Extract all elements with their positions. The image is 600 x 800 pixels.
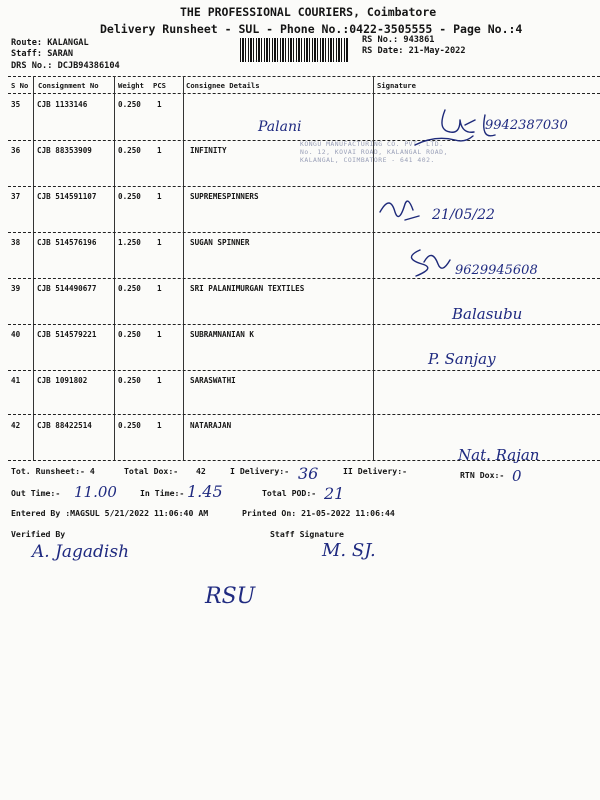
cell-consignment: CJB 1091802 — [37, 376, 88, 385]
total-dox-value: 42 — [196, 466, 206, 476]
drs-value: DCJB94386104 — [57, 61, 120, 71]
rs-no-value: 943861 — [403, 35, 435, 45]
cell-consignee: SARASWATHI — [190, 376, 236, 385]
cell-sno: 37 — [11, 192, 21, 201]
verified-by-label: Verified By — [11, 529, 66, 539]
cell-sno: 39 — [11, 284, 21, 293]
row-divider — [8, 324, 600, 325]
cell-consignment: CJB 514591107 — [37, 192, 97, 201]
cell-weight: 0.250 — [118, 146, 141, 155]
signature-row35 — [425, 105, 595, 185]
cell-consignee: NATARAJAN — [190, 421, 232, 430]
table-top-border — [8, 76, 600, 77]
cell-sno: 38 — [11, 238, 21, 247]
col-header-consignee: Consignee Details — [186, 81, 260, 90]
col-header-consignment: Consignment No — [38, 81, 99, 90]
rtn-dox-label: RTN Dox:- — [460, 470, 505, 480]
row-divider — [8, 370, 600, 371]
cell-sno: 36 — [11, 146, 21, 155]
signature-row42: Nat. Rajan — [458, 446, 540, 464]
col-divider — [33, 76, 34, 460]
cell-consignment: CJB 88422514 — [37, 421, 92, 430]
cell-consignment: CJB 514579221 — [37, 330, 97, 339]
signature-row40: P. Sanjay — [428, 350, 496, 368]
handwritten-date-row37: 21/05/22 — [432, 207, 495, 223]
cell-weight: 0.250 — [118, 376, 141, 385]
header-divider — [8, 93, 600, 94]
cell-pcs: 1 — [157, 100, 162, 109]
barcode — [240, 38, 348, 62]
route-value: KALANGAL — [47, 38, 89, 48]
rtn-dox-value: 0 — [512, 467, 522, 485]
cell-consignment: CJB 1133146 — [37, 100, 88, 109]
staff-label: Staff: — [11, 49, 43, 59]
printed-on: Printed On: 21-05-2022 11:06:44 — [242, 508, 395, 518]
cell-weight: 0.250 — [118, 192, 141, 201]
stamp-line: No. 12, KOVAI ROAD, KALANGAL ROAD, — [300, 148, 448, 156]
rs-no-label: RS No.: — [362, 35, 399, 45]
col-header-pcs: PCS — [153, 81, 166, 90]
i-delivery-label: I Delivery:- — [230, 466, 290, 476]
bottom-signature: RSU — [205, 584, 256, 609]
i-delivery-value: 36 — [298, 464, 319, 483]
cell-consignment: CJB 514490677 — [37, 284, 97, 293]
signature-row39: Balasubu — [452, 305, 523, 323]
staff-signature-label: Staff Signature — [270, 529, 344, 539]
staff-signature: M. SJ. — [322, 540, 376, 561]
cell-consignment: CJB 88353909 — [37, 146, 92, 155]
cell-pcs: 1 — [157, 330, 162, 339]
cell-weight: 0.250 — [118, 100, 141, 109]
col-header-weight: Weight — [118, 81, 144, 90]
verified-by-signature: A. Jagadish — [32, 542, 130, 562]
row-divider — [8, 414, 600, 415]
cell-consignee: SUPREMESPINNERS — [190, 192, 259, 201]
cell-pcs: 1 — [157, 421, 162, 430]
rs-no-row — [362, 35, 434, 45]
cell-weight: 0.250 — [118, 284, 141, 293]
stamp-line: KALANGAL, COIMBATORE - 641 402. — [300, 156, 435, 164]
cell-consignee: SRI PALANIMURGAN TEXTILES — [190, 284, 305, 293]
staff-row — [11, 49, 73, 59]
cell-pcs: 1 — [157, 238, 162, 247]
cell-weight: 1.250 — [118, 238, 141, 247]
cell-consignee: SUBRAMNANIAN K — [190, 330, 255, 339]
rs-date-label: RS Date: — [362, 46, 404, 56]
cell-consignee: INFINITY — [190, 146, 227, 155]
signature-row38 — [402, 244, 462, 280]
drs-row — [11, 61, 120, 71]
cell-sno: 42 — [11, 421, 21, 430]
entered-by: Entered By :MAGSUL 5/21/2022 11:06:40 AM — [11, 508, 209, 518]
handwritten-phone-row35: 9942387030 — [485, 118, 568, 133]
handwritten-phone-row38: 9629945608 — [455, 263, 538, 278]
cell-sno: 41 — [11, 376, 21, 385]
company-title: THE PROFESSIONAL COURIERS, Coimbatore — [180, 5, 437, 19]
total-pod-label: Total POD:- — [262, 488, 317, 498]
cell-consignment: CJB 514576196 — [37, 238, 97, 247]
rs-date-row — [362, 46, 466, 56]
cell-sno: 40 — [11, 330, 21, 339]
cell-pcs: 1 — [157, 284, 162, 293]
total-dox-label: Total Dox:- — [124, 466, 179, 476]
in-time-label: In Time:- — [140, 488, 185, 498]
row-divider — [8, 278, 600, 279]
cell-pcs: 1 — [157, 146, 162, 155]
route-row — [11, 38, 89, 48]
route-label: Route: — [11, 38, 43, 48]
cell-pcs: 1 — [157, 376, 162, 385]
col-header-sno: S No — [11, 81, 29, 90]
cell-sno: 35 — [11, 100, 21, 109]
stamp-line: KONGU MANUFACTURING CO. PVT. LTD. — [300, 140, 444, 148]
cell-consignee: SUGAN SPINNER — [190, 238, 250, 247]
rs-date-value: 21-May-2022 — [408, 46, 466, 56]
col-divider — [183, 76, 184, 460]
cell-weight: 0.250 — [118, 330, 141, 339]
cell-weight: 0.250 — [118, 421, 141, 430]
total-pod-value: 21 — [324, 484, 345, 503]
cell-pcs: 1 — [157, 192, 162, 201]
col-divider — [114, 76, 115, 460]
out-time-label: Out Time:- — [11, 488, 61, 498]
row-divider — [8, 232, 600, 233]
ii-delivery-label: II Delivery:- — [343, 466, 408, 476]
tot-runsheet: Tot. Runsheet:- 4 — [11, 466, 95, 476]
col-divider — [373, 76, 374, 460]
runsheet-subtitle: Delivery Runsheet - SUL - Phone No.:0422-3505555 - Page No.:4 — [100, 22, 523, 36]
out-time-value: 11.00 — [74, 483, 117, 501]
signature-row37 — [375, 192, 435, 232]
staff-value: SARAN — [47, 49, 74, 59]
col-header-signature: Signature — [377, 81, 416, 90]
drs-label: DRS No.: — [11, 61, 53, 71]
row-divider — [8, 186, 600, 187]
handwritten-name-row35: Palani — [258, 119, 302, 135]
in-time-value: 1.45 — [187, 482, 223, 501]
